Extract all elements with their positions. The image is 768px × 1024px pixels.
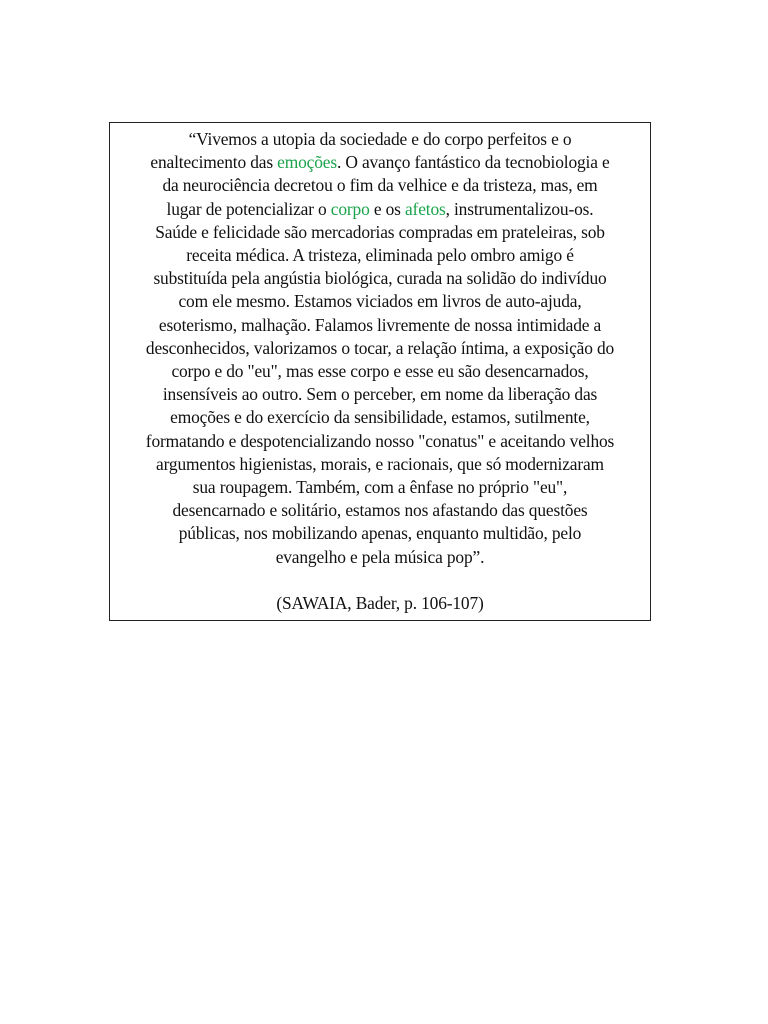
quote-text-segment: evangelho e pela música pop”.	[275, 546, 485, 567]
highlighted-word: emoções	[277, 152, 337, 173]
quote-line	[116, 128, 644, 151]
quote-line	[116, 383, 644, 406]
quote-text-segment: , instrumentalizou-os.	[445, 198, 594, 219]
quote-line	[116, 314, 644, 337]
quote-text-segment: esoterismo, malhação. Falamos livremente de nossa intimidade a	[158, 314, 602, 335]
quote-line	[116, 522, 644, 545]
quote-text-segment: desencarnado e solitário, estamos nos afastando das questões	[172, 500, 588, 521]
quote-text-segment: corpo e do "eu", mas esse corpo e esse eu são desencarnados,	[171, 361, 589, 382]
quote-text-segment: e os	[369, 198, 405, 219]
quote-line	[116, 430, 644, 453]
quote-text-segment: insensíveis ao outro. Sem o perceber, em nome da liberação das	[162, 384, 598, 405]
quote-line	[116, 476, 644, 499]
quote-text-segment: desconhecidos, valorizamos o tocar, a relação íntima, a exposição do	[145, 337, 615, 358]
quote-citation: (SAWAIA, Bader, p. 106-107)	[276, 593, 484, 614]
quote-line	[116, 499, 644, 522]
quote-line	[116, 151, 644, 174]
quote-text-segment: enaltecimento das	[150, 152, 278, 173]
quote-text	[110, 123, 650, 569]
quote-line	[116, 453, 644, 476]
quote-text-segment: emoções e do exercício da sensibilidade, estamos, sutilmente,	[170, 407, 590, 428]
quote-text-segment: sua roupagem. Também, com a ênfase no próprio "eu",	[192, 477, 568, 498]
quote-line	[116, 337, 644, 360]
quote-text-segment: receita médica. A tristeza, eliminada pelo ombro amigo é	[186, 245, 574, 266]
quote-line	[116, 546, 644, 569]
highlighted-word: corpo	[330, 198, 370, 219]
quote-text-segment: da neurociência decretou o fim da velhice e da tristeza, mas, em	[162, 175, 598, 196]
quote-line	[116, 244, 644, 267]
quote-text-segment: argumentos higienistas, morais, e racionais, que só modernizaram	[156, 453, 604, 474]
quote-text-segment: formatando e despotencializando nosso "conatus" e aceitando velhos	[145, 430, 615, 451]
quote-line	[116, 360, 644, 383]
quote-line	[116, 174, 644, 197]
quote-box	[109, 122, 651, 621]
quote-line	[116, 267, 644, 290]
quote-text-segment: substituída pela angústia biológica, curada na solidão do indivíduo	[153, 268, 607, 289]
quote-line	[116, 198, 644, 221]
quote-text-segment: com ele mesmo. Estamos viciados em livros de auto-ajuda,	[178, 291, 582, 312]
quote-text-segment: públicas, nos mobilizando apenas, enquanto multidão, pelo	[178, 523, 582, 544]
quote-text-segment: Saúde e felicidade são mercadorias compradas em prateleiras, sob	[155, 221, 605, 242]
quote-text-segment: “Vivemos a utopia da sociedade e do corpo perfeitos e o	[188, 129, 572, 149]
quote-text-segment: . O avanço fantástico da tecnobiologia e	[336, 152, 610, 173]
quote-line	[116, 290, 644, 313]
highlighted-word: afetos	[404, 198, 446, 219]
quote-line	[116, 406, 644, 429]
quote-line	[116, 221, 644, 244]
quote-text-segment: lugar de potencializar o	[166, 198, 331, 219]
